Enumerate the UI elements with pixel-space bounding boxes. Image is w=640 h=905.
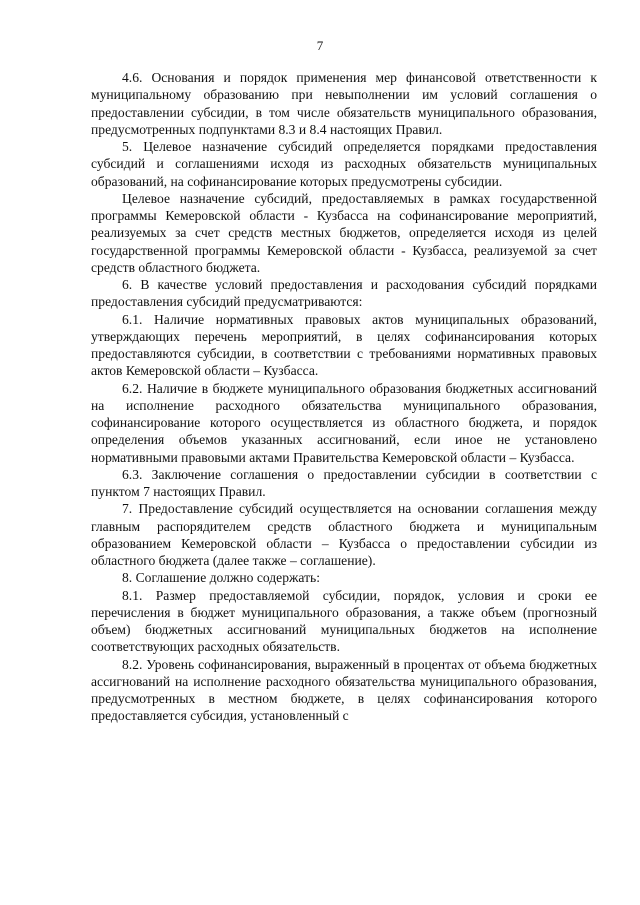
paragraph-8-2: 8.2. Уровень софинансирования, выраженный в процентах от объема бюджетных ассигнований на исполнение расходного обязательства муниципального образования, предусмотренных в местном бюджете, в целях софинансирования которого предоставляется субсидия, установленный с	[91, 656, 597, 724]
paragraph-6-3: 6.3. Заключение соглашения о предоставлении субсидии в соответствии с пунктом 7 настоящих Правил.	[91, 466, 597, 499]
paragraph-6-2: 6.2. Наличие в бюджете муниципального образования бюджетных ассигнований на исполнение расходного обязательства муниципального образования, софинансирование которого осуществляется из областного бюджета, и порядок определения объемов указанных ассигнований, если иное не установлено нормативными правовыми актами Правительства Кемеровской области – Кузбасса.	[91, 380, 597, 465]
paragraph-6: 6. В качестве условий предоставления и расходования субсидий порядками предоставления субсидий предусматриваются:	[91, 277, 597, 310]
page-number: 7	[316, 38, 324, 53]
paragraph-7: 7. Предоставление субсидий осуществляется на основании соглашения между главным распорядителем средств областного бюджета и муниципальным образованием Кемеровской области – Кузбасса о предоставлении субсидии из областного бюджета (далее также – соглашение).	[91, 501, 597, 568]
document-body	[91, 69, 597, 725]
paragraph-5: 5. Целевое назначение субсидий определяется порядками предоставления субсидий и соглашениями исходя из расходных обязательств муниципальных образований, на софинансирование которых предусмотрены субсидии.	[91, 139, 597, 189]
paragraph-6-1: 6.1. Наличие нормативных правовых актов муниципальных образований, утверждающих перечень мероприятий, в целях софинансирования которых предоставляются субсидии, в соответствии с требованиями нормативных правовых актов Кемеровской области – Кузбасса.	[91, 311, 597, 379]
paragraph-8: 8. Соглашение должно содержать:	[122, 570, 320, 586]
paragraph-4-6: 4.6. Основания и порядок применения мер финансовой ответственности к муниципальному образованию при невыполнении им условий соглашения о предоставлении субсидии, в том числе обязательств муниципального образования, предусмотренных подпунктами 8.3 и 8.4 настоящих Правил.	[91, 70, 597, 137]
paragraph-8-1: 8.1. Размер предоставляемой субсидии, порядок, условия и сроки ее перечисления в бюджет муниципального образования, а также объем (прогнозный объем) бюджетных ассигнований муниципальных бюджетов на исполнение соответствующих расходных обязательств.	[91, 587, 597, 655]
paragraph-5-target-purpose: Целевое назначение субсидий, предоставляемых в рамках государственной программы Кемеровской области - Кузбасса на софинансирование мероприятий, реализуемых за счет средств местных бюджетов, определяется исходя из целей государственной программы Кемеровской области - Кузбасса, реализуемой за счет средств областного бюджета.	[91, 190, 597, 275]
